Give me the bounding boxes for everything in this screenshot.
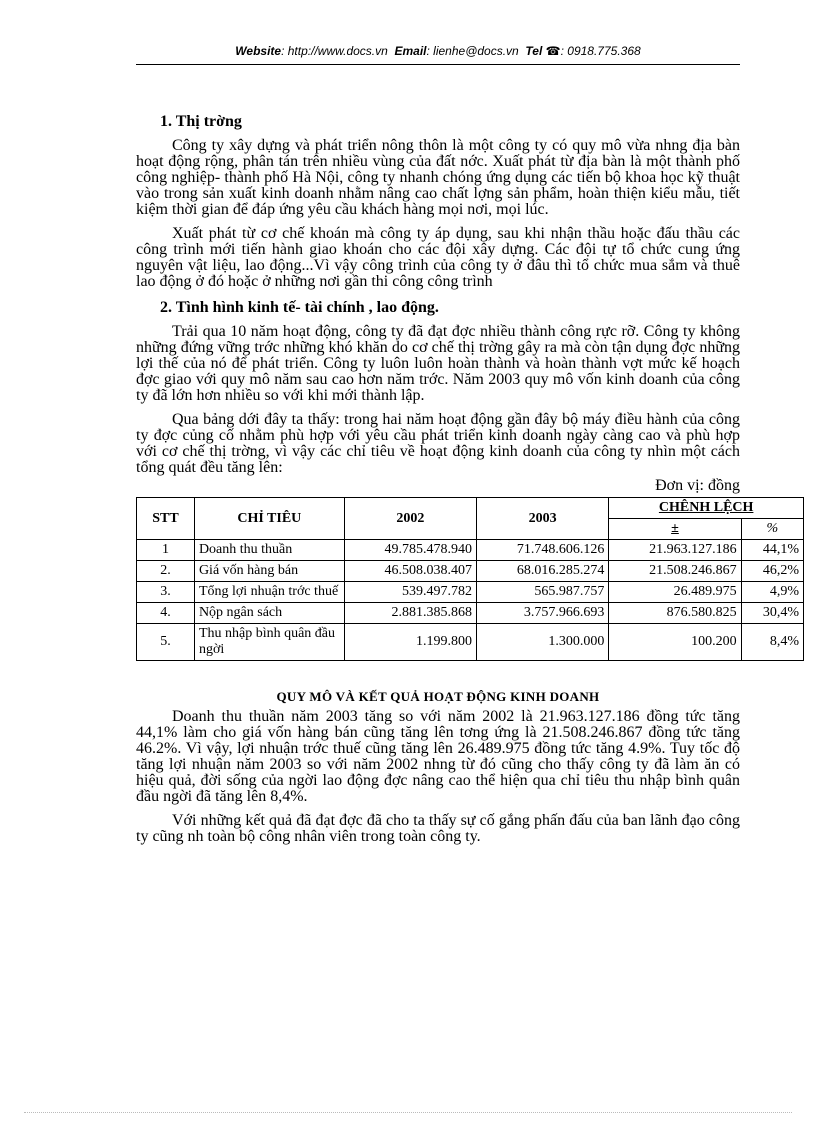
row-name: Tổng lợi nhuận trớc thuế [194,582,344,603]
website-value: : http://www.docs.vn [281,44,388,58]
row-pct: 4,9% [741,582,803,603]
header-percent: % [741,519,803,540]
row-pct: 46,2% [741,561,803,582]
tel-value: : 0918.775.368 [560,44,641,58]
row-pct: 8,4% [741,624,803,661]
row-2002: 46.508.038.407 [344,561,476,582]
header-chi-tieu: CHỈ TIÊU [194,498,344,540]
section1-heading: 1. Thị trờng [160,113,242,130]
row-stt: 3. [137,582,195,603]
conclusion-paragraph-1: Doanh thu thuần năm 2003 tăng so với năm 2002 là 21.963.127.186 đồng tức tăng 44,1% làm cho giá vốn hàng bán cũng tăng lên tơng ứng là 21.508.246.867 đồng tức tăng 46.2%. Vì vậy, lợi nhuận trớc thuế cũng tăng lên 26.489.975 đồng tức tăng 4.9%. Tuy tốc độ tăng lợi nhuận năm 2003 so với năm 2002 nhng từ đó cũng cho thấy công ty đã làm ăn có hiệu quả, đời sống của ngời lao động đợc nâng cao thể hiện qua chỉ tiêu thu nhập bình quân đầu ngời đã tăng lên 8,4%. [136,708,740,805]
phone-icon: ☎ [545,44,561,58]
row-2002: 1.199.800 [344,624,476,661]
row-pct: 30,4% [741,603,803,624]
document-body [136,112,799,853]
section2-heading: 2. Tình hình kinh tế- tài chính , lao động. [160,299,439,316]
row-2002: 49.785.478.940 [344,540,476,561]
header-plus-minus: ± [609,519,741,540]
row-diff: 21.963.127.186 [609,540,741,561]
table-row [137,540,804,561]
email-label: Email [394,44,427,58]
conclusion-paragraph-2: Với những kết quả đã đạt đợc đã cho ta thấy sự cố gắng phấn đấu của ban lãnh đạo công ty cũng nh toàn bộ công nhân viên trong toàn công ty. [136,812,740,845]
row-2002: 539.497.782 [344,582,476,603]
row-name: Giá vốn hàng bán [194,561,344,582]
row-stt: 5. [137,624,195,661]
tel-label: Tel [525,44,543,58]
row-2003: 71.748.606.126 [477,540,609,561]
row-2003: 3.757.966.693 [477,603,609,624]
row-name: Doanh thu thuần [194,540,344,561]
header-stt: STT [137,498,195,540]
section1-paragraph-1: Công ty xây dựng và phát triển nông thôn là một công ty có quy mô vừa nhng địa bàn hoạt động rộng, phân tán trên nhiều vùng của đất nớc. Xuất phát từ địa bàn là một thành phố công nghiệp- thành phố Hà Nội, công ty nhanh chóng ứng dụng các tiến bộ khoa học kỹ thuật vào trong sản xuất kinh doanh nhằm nâng cao chất lợng sản phẩm, hoàn thiện kiểu mẫu, tiết kiệm thời gian để đáp ứng yêu cầu khách hàng mọi nơi, mọi lúc. [136,137,740,218]
section1-paragraph-2: Xuất phát từ cơ chế khoán mà công ty áp dụng, sau khi nhận thầu hoặc đấu thầu các công trình mới tiến hành giao khoán cho các đội xây dựng. Các đội tự tổ chức cung ứng nguyên vật liệu, lao động...Vì vậy công trình của công ty ở đâu thì tổ chức mua sắm và thuê lao động ở đó hoặc ở những nơi gần thi công công trình [136,225,740,290]
row-diff: 100.200 [609,624,741,661]
website-label: Website [235,44,282,58]
section2-paragraph-1: Trải qua 10 năm hoạt động, công ty đã đạt đợc nhiều thành công rực rỡ. Công ty không những đứng vững trớc những khó khăn do cơ chế thị trờng gây ra mà còn tận dụng đợc những lợi thế của nó để phát triển. Công ty luôn luôn hoàn thành và hoàn thành vợt mức kế hoạch đợc giao với quy mô năm sau cao hơn năm trớc. Năm 2003 quy mô vốn kinh doanh của công ty đã lớn hơn nhiều so với khi mới thành lập. [136,323,740,404]
row-diff: 876.580.825 [609,603,741,624]
business-results-table [136,497,804,661]
unit-label: Đơn vị: đồng [655,477,740,494]
table-caption: QUY MÔ VÀ KẾT QUẢ HOẠT ĐỘNG KINH DOANH [276,689,600,704]
row-pct: 44,1% [741,540,803,561]
table-row [137,582,804,603]
table-row [137,624,804,661]
row-2003: 565.987.757 [477,582,609,603]
row-diff: 21.508.246.867 [609,561,741,582]
row-stt: 4. [137,603,195,624]
email-value: : lienhe@docs.vn [426,44,519,58]
row-2003: 68.016.285.274 [477,561,609,582]
row-name: Thu nhập bình quân đầu ngời [194,624,344,661]
page-header [136,44,740,65]
header-chenh-lech: CHÊNH LỆCH [609,498,804,519]
row-stt: 1 [137,540,195,561]
row-name: Nộp ngân sách [194,603,344,624]
row-2003: 1.300.000 [477,624,609,661]
header-2002: 2002 [344,498,476,540]
table-row [137,561,804,582]
row-2002: 2.881.385.868 [344,603,476,624]
row-stt: 2. [137,561,195,582]
page-bottom-divider [24,1112,792,1113]
section2-paragraph-2: Qua bảng dới đây ta thấy: trong hai năm hoạt động gần đây bộ máy điều hành của công ty đợc củng cố nhằm phù hợp với yêu cầu phát triển kinh doanh ngày càng cao và phù hợp với cơ chế thị trờng, vì vậy các chỉ tiêu về hoạt động kinh doanh của công ty nhìn một cách tổng quát đều tăng lên: [136,411,740,476]
header-2003: 2003 [477,498,609,540]
table-row [137,603,804,624]
row-diff: 26.489.975 [609,582,741,603]
